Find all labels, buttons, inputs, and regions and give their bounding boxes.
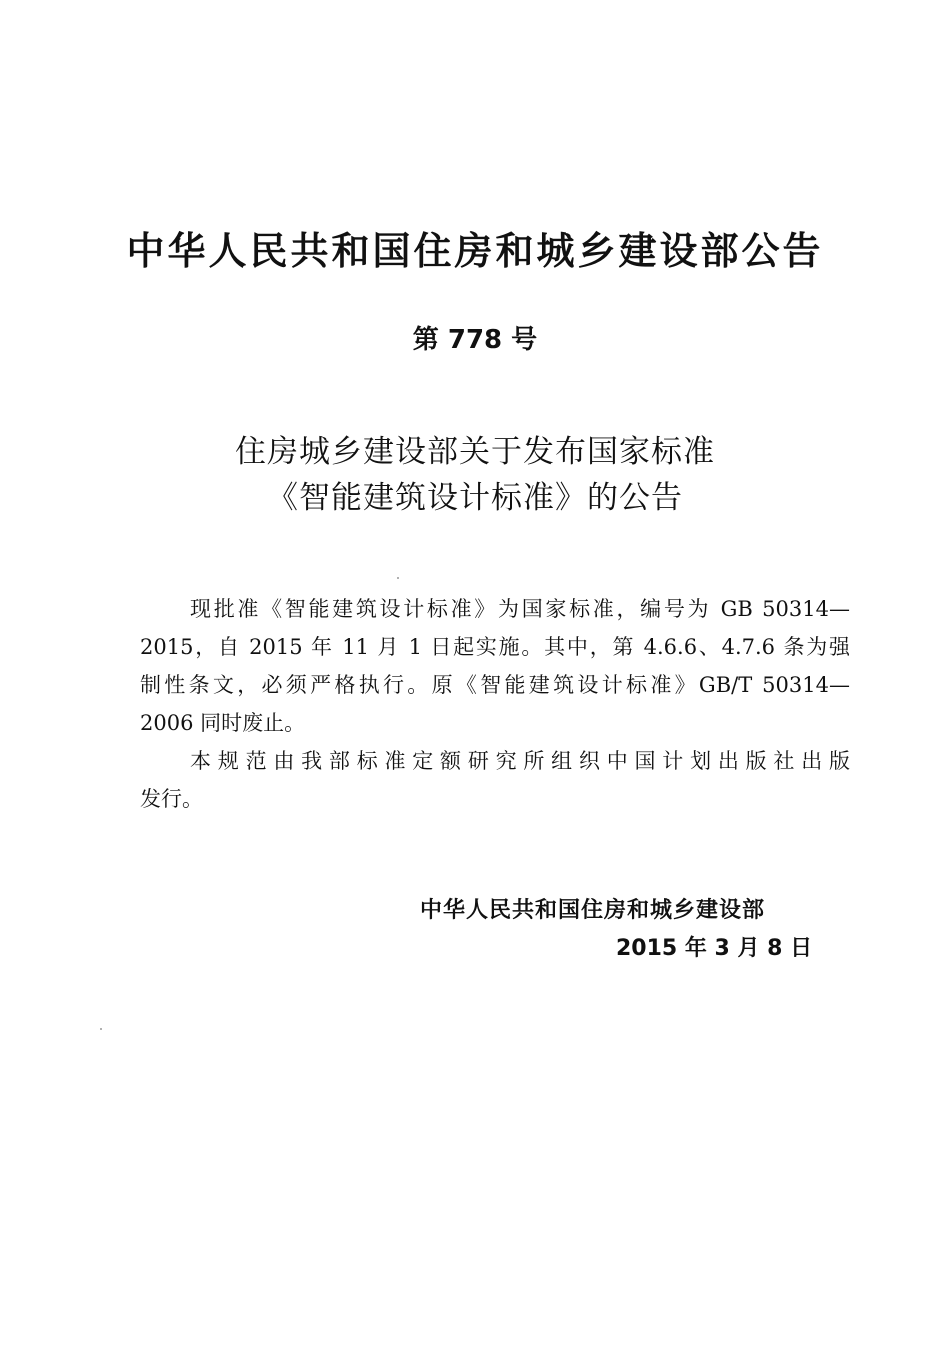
body-paragraph-1-line-4: 2006 同时废止。	[140, 711, 306, 735]
subject-line-2: 《智能建筑设计标准》的公告	[267, 480, 683, 516]
body-paragraph-2-line-1: 本规范由我部标准定额研究所组织中国计划出版社出版	[190, 749, 850, 773]
signature-organization: 中华人民共和国住房和城乡建设部	[420, 898, 766, 923]
body-paragraph-1-line-3: 制性条文，必须严格执行。原《智能建筑设计标准》GB/T 50314—	[140, 673, 850, 697]
body-paragraph-1-line-2: 2015，自 2015 年 11 月 1 日起实施。其中，第 4.6.6、4.7.6 条为强	[140, 635, 850, 659]
notice-number: 第 778 号	[412, 325, 538, 355]
scan-speck	[397, 577, 399, 579]
body-paragraph-2-line-2: 发行。	[140, 787, 203, 811]
body-paragraph-1-line-1: 现批准《智能建筑设计标准》为国家标准，编号为 GB 50314—	[190, 597, 850, 621]
subject-line-1: 住房城乡建设部关于发布国家标准	[235, 434, 715, 470]
signature-date: 2015 年 3 月 8 日	[616, 936, 813, 961]
scan-speck	[100, 1028, 102, 1030]
issuer-title: 中华人民共和国住房和城乡建设部公告	[126, 229, 824, 273]
